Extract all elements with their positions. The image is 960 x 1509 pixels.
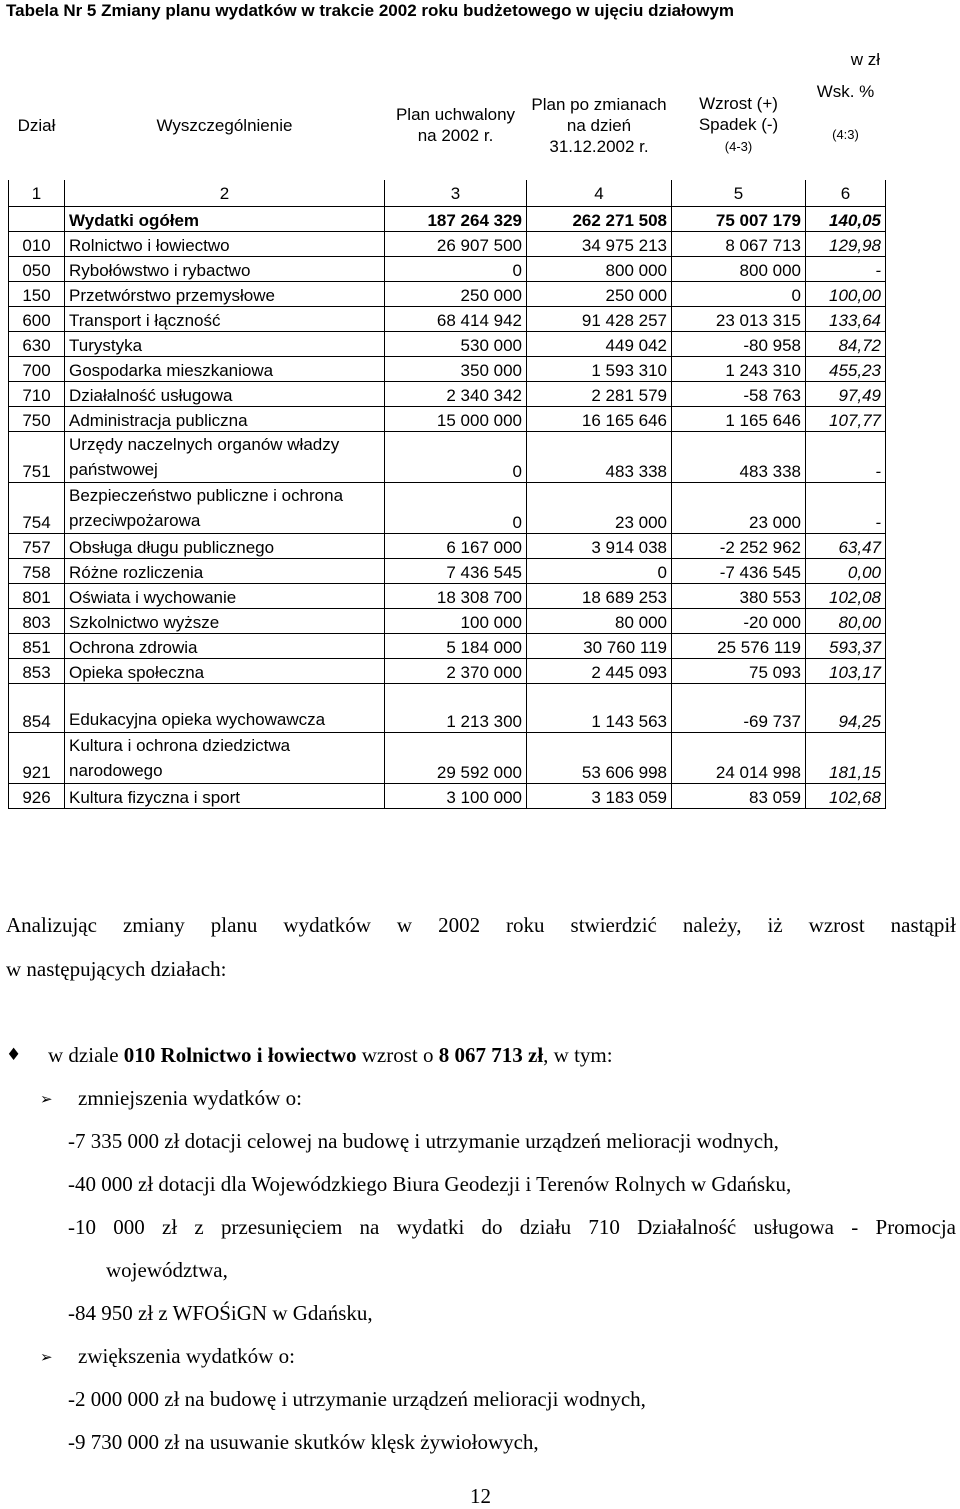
bullet-mid: wzrost o (356, 1043, 439, 1067)
decrease-item: -40 000 zł dotacji dla Wojewódzkiego Biura Geodezji i Terenów Rolnych w Gdańsku, (68, 1172, 792, 1196)
row-diff: 1 243 310 (672, 357, 806, 382)
table-row (9, 332, 886, 357)
row-plan: 350 000 (385, 357, 527, 382)
row-diff: -2 252 962 (672, 534, 806, 559)
row-name: Rolnictwo i łowiectwo (65, 232, 385, 257)
row-code: 010 (9, 232, 65, 257)
row-pct: 0,00 (806, 559, 886, 584)
row-code: 600 (9, 307, 65, 332)
row-diff: 8 067 713 (672, 232, 806, 257)
column-number-row (9, 180, 886, 207)
row-after: 800 000 (527, 257, 672, 282)
header-wyszczegolnienie: Wyszczególnienie (156, 115, 293, 135)
arrow-bullet-icon: ➢ (40, 1090, 53, 1108)
row-name: Bezpieczeństwo publiczne i ochrona przeciwpożarowa (65, 483, 385, 534)
row-diff: -20 000 (672, 609, 806, 634)
row-name: Przetwórstwo przemysłowe (65, 282, 385, 307)
row-plan: 0 (385, 483, 527, 534)
row-diff: -80 958 (672, 332, 806, 357)
row-name: Kultura i ochrona dziedzictwa narodowego (65, 733, 385, 784)
table-header-row (9, 70, 886, 180)
diamond-bullet-icon: ♦ (6, 1045, 22, 1065)
increase-item: -2 000 000 zł na budowę i utrzymanie urządzeń melioracji wodnych, (68, 1387, 646, 1411)
row-plan: 29 592 000 (385, 733, 527, 784)
increase-heading: zwiększenia wydatków o: (78, 1344, 295, 1368)
row-plan: 0 (385, 432, 527, 483)
row-after: 3 183 059 (527, 784, 672, 809)
row-code: 758 (9, 559, 65, 584)
table-row (9, 307, 886, 332)
row-pct: - (806, 483, 886, 534)
table-row (9, 659, 886, 684)
row-after: 30 760 119 (527, 634, 672, 659)
row-pct: 133,64 (806, 307, 886, 332)
row-pct: 100,00 (806, 282, 886, 307)
column-number: 1 (9, 180, 65, 207)
page-number: 12 (470, 1484, 491, 1508)
increase-item: -9 730 000 zł na usuwanie skutków klęsk żywiołowych, (68, 1430, 539, 1454)
row-code: 851 (9, 634, 65, 659)
row-name: Urzędy naczelnych organów władzy państwowej (65, 432, 385, 483)
table-row (9, 382, 886, 407)
header-plan-po-zmianach-label: Plan po zmianach na dzień 31.12.2002 r. (531, 94, 667, 156)
row-code: 853 (9, 659, 65, 684)
row-diff: 23 000 (672, 483, 806, 534)
intro-line-1: Analizując zmiany planu wydatków w 2002 roku stwierdzić należy, iż wzrost nastąpił (6, 913, 956, 937)
row-pct: 593,37 (806, 634, 886, 659)
column-number: 4 (527, 180, 672, 207)
row-name: Oświata i wychowanie (65, 584, 385, 609)
row-after: 2 445 093 (527, 659, 672, 684)
row-plan: 1 213 300 (385, 684, 527, 733)
row-after: 53 606 998 (527, 733, 672, 784)
table-row (9, 784, 886, 809)
row-plan: 6 167 000 (385, 534, 527, 559)
row-pct: 63,47 (806, 534, 886, 559)
row-diff: 380 553 (672, 584, 806, 609)
table-row (9, 407, 886, 432)
row-code: 801 (9, 584, 65, 609)
row-pct: 103,17 (806, 659, 886, 684)
row-after: 23 000 (527, 483, 672, 534)
row-name: Działalność usługowa (65, 382, 385, 407)
row-name: Edukacyjna opieka wychowawcza (65, 684, 385, 733)
row-after: 91 428 257 (527, 307, 672, 332)
bullet-suffix: , w tym: (543, 1043, 613, 1067)
total-pct: 140,05 (806, 207, 886, 232)
row-after: 483 338 (527, 432, 672, 483)
row-diff: 0 (672, 282, 806, 307)
row-pct: 94,25 (806, 684, 886, 733)
row-after: 18 689 253 (527, 584, 672, 609)
header-wzrost-spadek (672, 70, 806, 180)
bullet-amount: 8 067 713 zł (438, 1043, 544, 1067)
row-pct: 102,08 (806, 584, 886, 609)
decrease-heading: zmniejszenia wydatków o: (78, 1086, 302, 1110)
table-row (9, 634, 886, 659)
row-diff: 483 338 (672, 432, 806, 483)
row-plan: 7 436 545 (385, 559, 527, 584)
total-diff: 75 007 179 (672, 207, 806, 232)
header-plan-uchwalony-label: Plan uchwalony na 2002 r. (395, 105, 516, 145)
row-plan: 2 370 000 (385, 659, 527, 684)
row-code: 921 (9, 733, 65, 784)
table-row (9, 559, 886, 584)
row-code: 757 (9, 534, 65, 559)
row-code: 630 (9, 332, 65, 357)
decrease-item: -10 000 zł z przesunięciem na wydatki do działu 710 Działalność usługowa - Promocja (68, 1215, 956, 1239)
header-wzrost-spadek-formula: (4-3) (724, 139, 753, 154)
column-number: 5 (672, 180, 806, 207)
unit-label: w zł (850, 50, 880, 69)
row-diff: 1 165 646 (672, 407, 806, 432)
row-code: 751 (9, 432, 65, 483)
row-after: 0 (527, 559, 672, 584)
row-name: Transport i łączność (65, 307, 385, 332)
row-diff: 25 576 119 (672, 634, 806, 659)
row-after: 250 000 (527, 282, 672, 307)
decrease-item-continuation: województwa, (106, 1258, 228, 1282)
header-plan-po-zmianach (527, 70, 672, 180)
row-name: Różne rozliczenia (65, 559, 385, 584)
row-name: Administracja publiczna (65, 407, 385, 432)
row-name: Obsługa długu publicznego (65, 534, 385, 559)
row-pct: 455,23 (806, 357, 886, 382)
table-row (9, 357, 886, 382)
row-pct: 181,15 (806, 733, 886, 784)
intro-line-2: w następujących działach: (6, 957, 227, 981)
row-after: 3 914 038 (527, 534, 672, 559)
row-code: 854 (9, 684, 65, 733)
row-pct: - (806, 257, 886, 282)
table-row (9, 609, 886, 634)
row-plan: 5 184 000 (385, 634, 527, 659)
table-row (9, 232, 886, 257)
bullet-dzial-010 (48, 1042, 613, 1068)
header-plan-uchwalony (385, 70, 527, 180)
row-pct: 80,00 (806, 609, 886, 634)
row-plan: 3 100 000 (385, 784, 527, 809)
row-code: 710 (9, 382, 65, 407)
table-row (9, 483, 886, 534)
total-code (9, 207, 65, 232)
decrease-item: -84 950 zł z WFOŚiGN w Gdańsku, (68, 1301, 373, 1325)
row-diff: 24 014 998 (672, 733, 806, 784)
row-name: Gospodarka mieszkaniowa (65, 357, 385, 382)
header-wsk-label: Wsk. % (816, 82, 875, 101)
bullet-prefix: w dziale (48, 1043, 124, 1067)
row-after: 1 593 310 (527, 357, 672, 382)
row-name: Szkolnictwo wyższe (65, 609, 385, 634)
total-row (9, 207, 886, 232)
table-title: Tabela Nr 5 Zmiany planu wydatków w trakcie 2002 roku budżetowego w ujęciu działowym (6, 1, 735, 20)
row-pct: 107,77 (806, 407, 886, 432)
row-code: 926 (9, 784, 65, 809)
row-diff: -7 436 545 (672, 559, 806, 584)
table-row (9, 584, 886, 609)
header-wsk (806, 70, 886, 180)
row-pct: 129,98 (806, 232, 886, 257)
header-wsk-formula: (4:3) (832, 127, 859, 142)
row-name: Kultura fizyczna i sport (65, 784, 385, 809)
row-plan: 530 000 (385, 332, 527, 357)
arrow-bullet-icon: ➢ (40, 1348, 53, 1366)
row-code: 754 (9, 483, 65, 534)
row-code: 803 (9, 609, 65, 634)
row-plan: 15 000 000 (385, 407, 527, 432)
row-pct: 102,68 (806, 784, 886, 809)
column-number: 2 (65, 180, 385, 207)
row-pct: - (806, 432, 886, 483)
table-row (9, 534, 886, 559)
header-dzial: Dział (17, 115, 56, 135)
row-diff: 75 093 (672, 659, 806, 684)
row-code: 150 (9, 282, 65, 307)
row-after: 449 042 (527, 332, 672, 357)
row-pct: 84,72 (806, 332, 886, 357)
header-wzrost-spadek-label: Wzrost (+) Spadek (-) (698, 94, 779, 134)
row-after: 16 165 646 (527, 407, 672, 432)
table-row (9, 432, 886, 483)
row-diff: 23 013 315 (672, 307, 806, 332)
table-row (9, 257, 886, 282)
row-diff: 83 059 (672, 784, 806, 809)
row-plan: 2 340 342 (385, 382, 527, 407)
row-pct: 97,49 (806, 382, 886, 407)
total-after: 262 271 508 (527, 207, 672, 232)
row-name: Opieka społeczna (65, 659, 385, 684)
row-plan: 0 (385, 257, 527, 282)
bullet-dzial-name: 010 Rolnictwo i łowiectwo (123, 1043, 357, 1067)
row-after: 80 000 (527, 609, 672, 634)
column-number: 3 (385, 180, 527, 207)
row-plan: 18 308 700 (385, 584, 527, 609)
row-diff: 800 000 (672, 257, 806, 282)
row-after: 1 143 563 (527, 684, 672, 733)
row-code: 700 (9, 357, 65, 382)
row-name: Ochrona zdrowia (65, 634, 385, 659)
table-row (9, 282, 886, 307)
table-row (9, 684, 886, 733)
row-name: Rybołówstwo i rybactwo (65, 257, 385, 282)
expenditure-table (8, 70, 886, 809)
row-name: Turystyka (65, 332, 385, 357)
row-diff: -69 737 (672, 684, 806, 733)
row-after: 2 281 579 (527, 382, 672, 407)
total-plan: 187 264 329 (385, 207, 527, 232)
row-plan: 250 000 (385, 282, 527, 307)
decrease-item: -7 335 000 zł dotacji celowej na budowę i utrzymanie urządzeń melioracji wodnych, (68, 1129, 779, 1153)
row-after: 34 975 213 (527, 232, 672, 257)
row-plan: 100 000 (385, 609, 527, 634)
row-plan: 26 907 500 (385, 232, 527, 257)
row-diff: -58 763 (672, 382, 806, 407)
column-number: 6 (806, 180, 886, 207)
row-code: 050 (9, 257, 65, 282)
row-code: 750 (9, 407, 65, 432)
table-row (9, 733, 886, 784)
row-plan: 68 414 942 (385, 307, 527, 332)
total-name: Wydatki ogółem (65, 207, 385, 232)
